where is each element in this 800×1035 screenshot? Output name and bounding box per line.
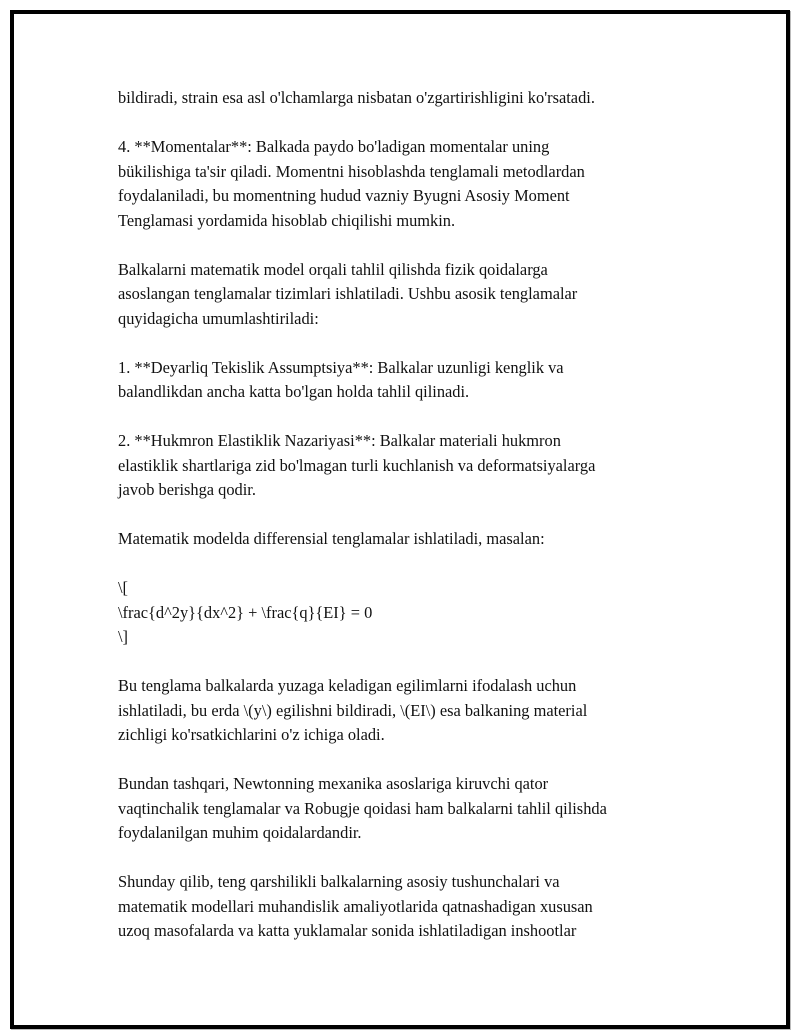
text-line: 4. **Momentalar**: Balkada paydo bo'ladigan momentalar uning [118,137,550,156]
text-line: 2. **Hukmron Elastiklik Nazariyasi**: Balkalar materiali hukmron [118,431,561,450]
text-line: quyidagicha umumlashtiriladi: [118,308,319,328]
text-line: balandlikdan ancha katta bo'lgan holda tahlil qilinadi. [118,382,470,401]
text-line: ishlatiladi, bu erda \(y\) egilishni bildiradi, \(EI\) esa balkaning material [118,700,588,720]
text-line: Bundan tashqari, Newtonning mexanika asoslariga kiruvchi qator [118,774,549,793]
text-line: elastiklik shartlariga zid bo'lmagan turli kuchlanish va deformatsiyalarga [118,455,596,475]
text-line: foydalaniladi, bu momentning hudud vazniy Byugni Asosiy Moment [118,186,570,205]
paragraph [118,772,718,846]
text-line: uzoq masofalarda va katta yuklamalar sonida ishlatiladigan inshootlar [118,921,577,940]
paragraph [118,527,718,552]
paragraph [118,870,718,944]
paragraph [118,356,718,405]
text-line: vaqtinchalik tenglamalar va Robugje qoidasi ham balkalarni tahlil qilishda [118,798,607,818]
text-line: Shunday qilib, teng qarshilikli balkalarning asosiy tushunchalari va [118,872,560,891]
text-line: asoslangan tenglamalar tizimlari ishlatiladi. Ushbu asosik tenglamalar [118,284,578,303]
text-line: bükilishiga ta'sir qiladi. Momentni hisoblashda tenglamali metodlardan [118,161,585,181]
text-line: zichligi ko'rsatkichlarini o'z ichiga oladi. [118,725,385,744]
text-line: foydalanilgan muhim qoidalardandir. [118,823,362,842]
text-line: javob berishga qodir. [118,480,256,499]
paragraph [118,135,718,233]
document-body [118,86,718,968]
equation-line: \[ [118,578,129,597]
paragraph [118,258,718,332]
text-line: Tenglamasi yordamida hisoblab chiqilishi mumkin. [118,210,456,230]
paragraph [118,674,718,748]
text-line: Bu tenglama balkalarda yuzaga keladigan egilimlarni ifodalash uchun [118,676,577,695]
text-line: 1. **Deyarliq Tekislik Assumptsiya**: Balkalar uzunligi kenglik va [118,357,564,377]
text-line: Balkalarni matematik model orqali tahlil qilishda fizik qoidalarga [118,259,548,279]
text-line: Matematik modelda differensial tenglamalar ishlatiladi, masalan: [118,529,545,548]
equation-line: \frac{d^2y}{dx^2} + \frac{q}{EI} = 0 [118,602,373,622]
text-line: matematik modellari muhandislik amaliyotlarida qatnashadigan xususan [118,896,593,916]
paragraph [118,429,718,503]
text-line: bildiradi, strain esa asl o'lchamlarga nisbatan o'zgartirishligini ko'rsatadi. [118,88,595,107]
equation-line: \] [118,627,129,646]
paragraph [118,86,718,111]
equation-block [118,576,718,650]
